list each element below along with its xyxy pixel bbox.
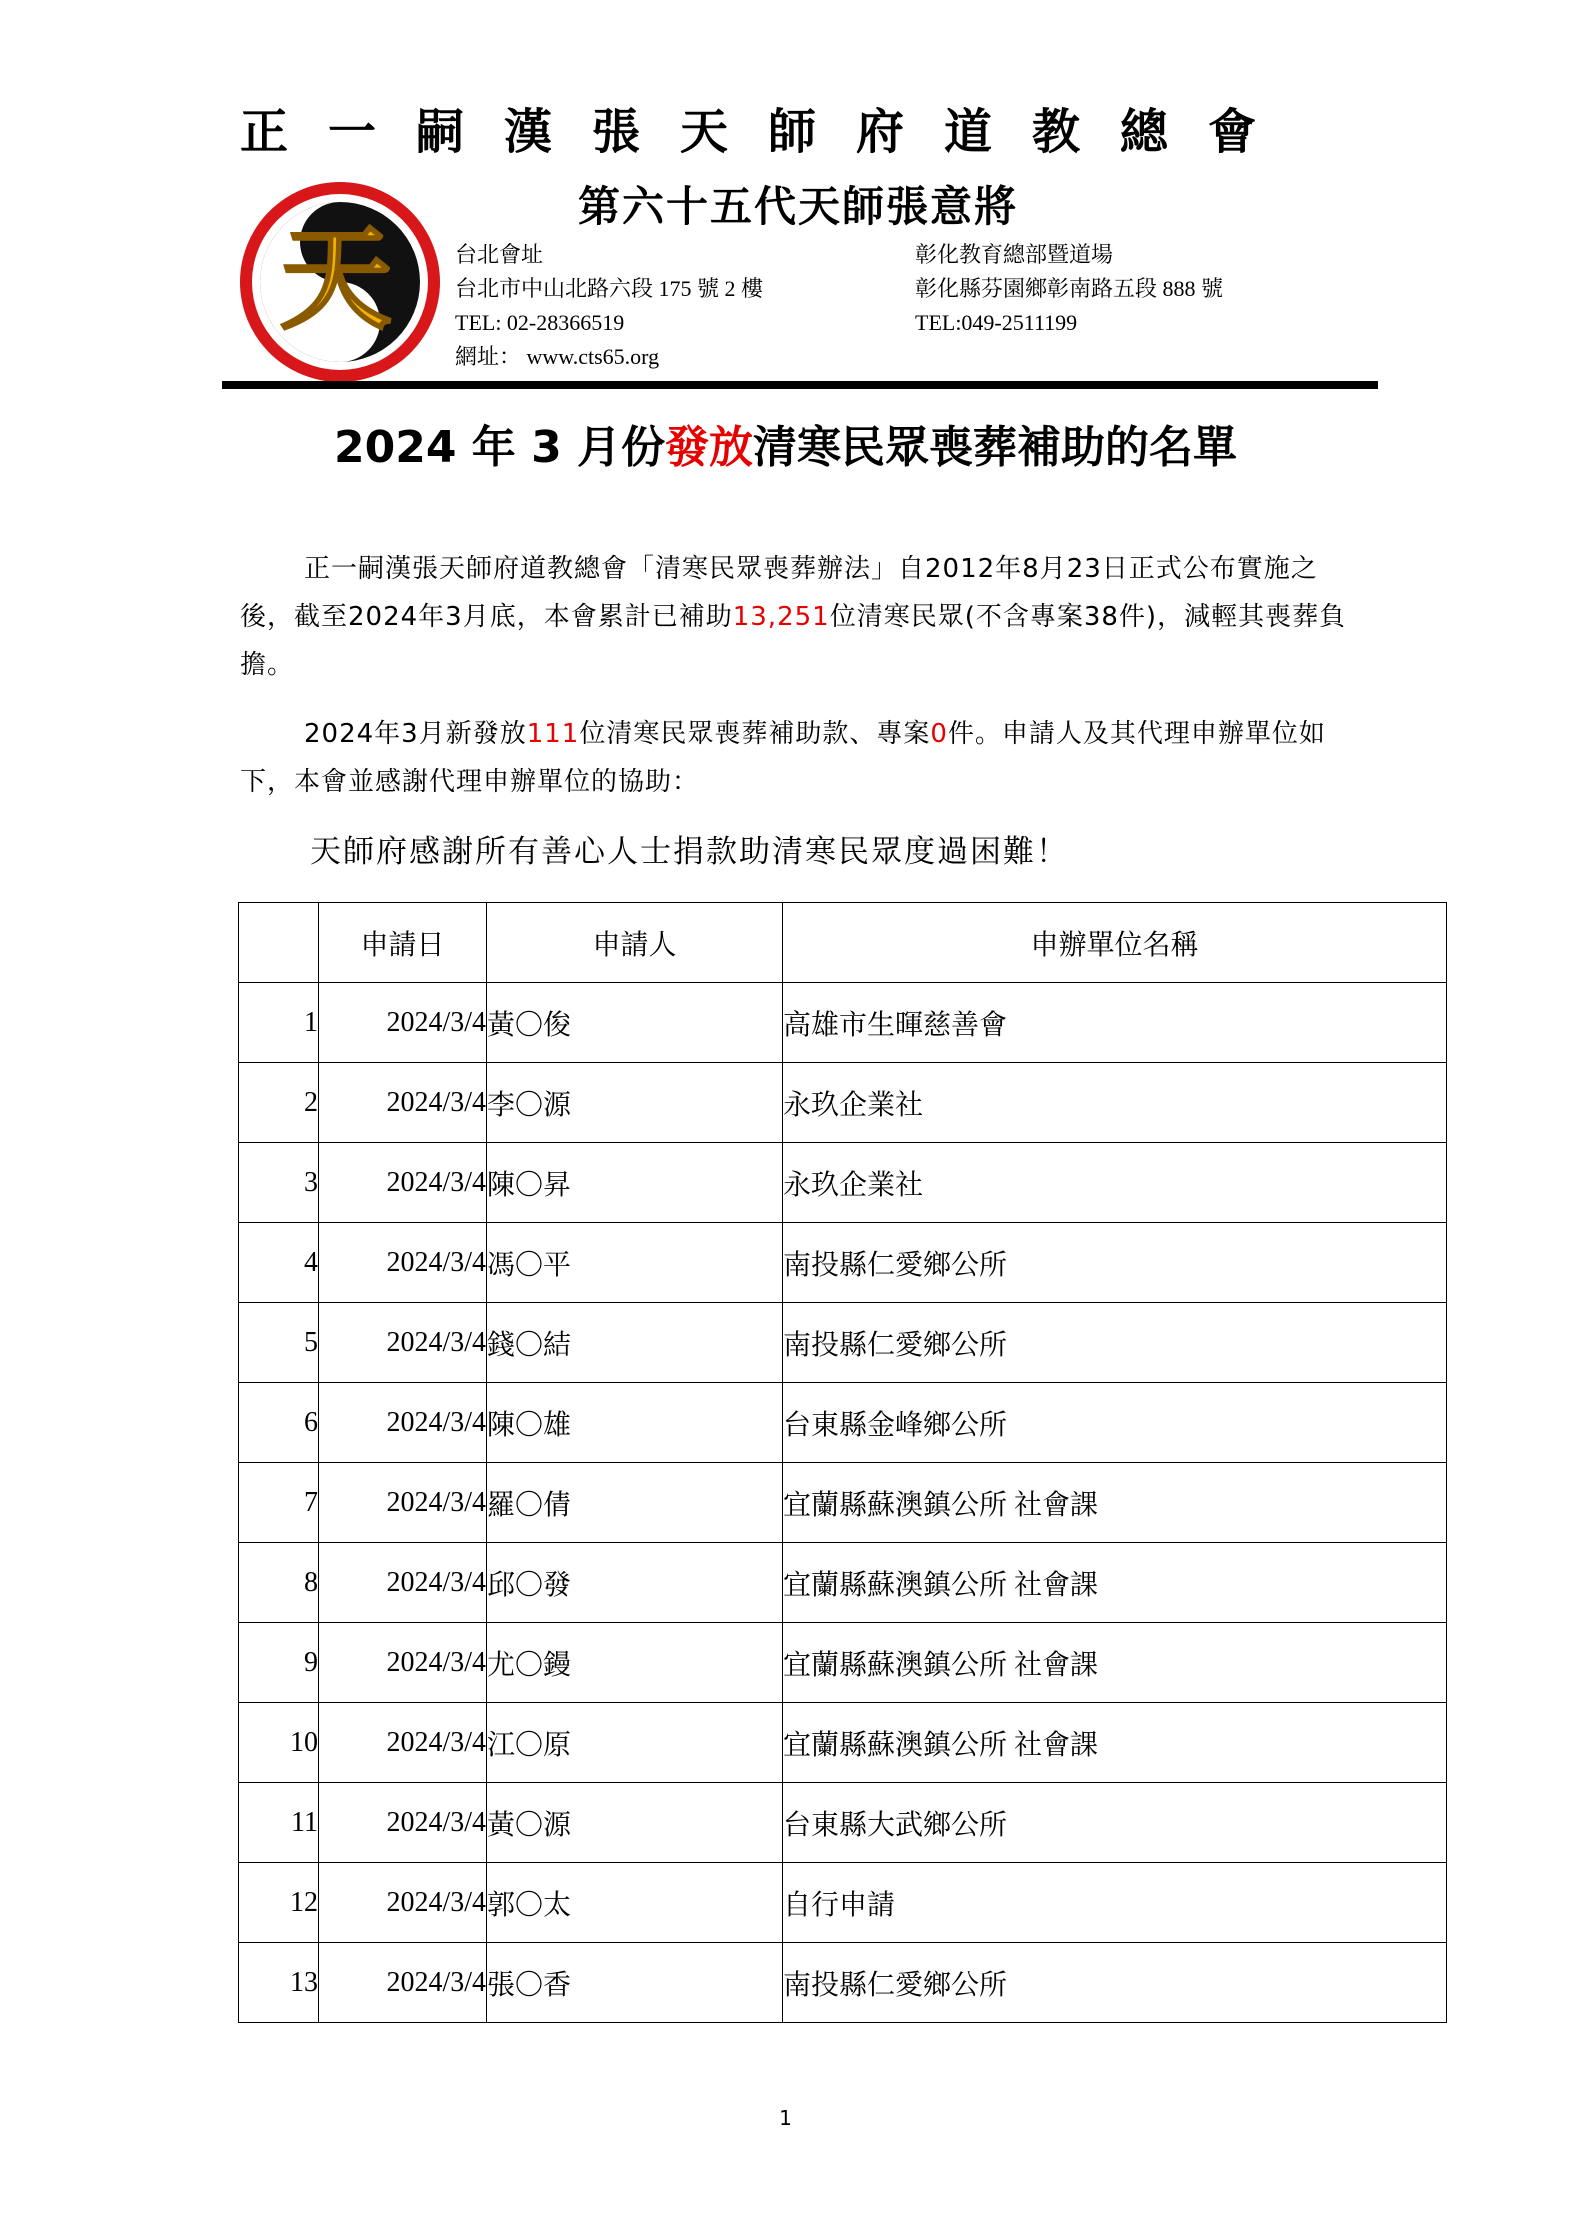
logo-character: 天 [280,214,392,345]
master-name: 第六十五代天師張意將 [578,182,1019,231]
row-unit: 台東縣金峰鄉公所 [783,1383,1447,1463]
row-applicant: 邱〇發 [487,1543,783,1623]
table-row [239,1863,1447,1943]
header-index [239,903,319,983]
table-row [239,1063,1447,1143]
row-index: 3 [239,1143,319,1223]
row-date: 2024/3/4 [319,1383,487,1463]
row-applicant: 羅〇倩 [487,1463,783,1543]
row-date: 2024/3/4 [319,1223,487,1303]
thanks-line: 天師府感謝所有善心人士捐款助清寒民眾度過困難！ [310,834,1069,870]
monthly-text-b: 位清寒民眾喪葬補助款、專案 [579,719,931,749]
row-applicant: 陳〇昇 [487,1143,783,1223]
taipei-office-label: 台北會址 [455,242,544,267]
row-unit: 高雄市生暉慈善會 [783,983,1447,1063]
row-applicant: 錢〇結 [487,1303,783,1383]
row-applicant: 郭〇太 [487,1863,783,1943]
table-row [239,1543,1447,1623]
row-date: 2024/3/4 [319,1783,487,1863]
row-unit: 永玖企業社 [783,1143,1447,1223]
row-index: 7 [239,1463,319,1543]
row-date: 2024/3/4 [319,1863,487,1943]
table-row [239,1943,1447,2023]
taipei-office-info [455,238,763,374]
row-applicant: 黃〇源 [487,1783,783,1863]
header-date: 申請日 [319,903,487,983]
row-date: 2024/3/4 [319,1623,487,1703]
row-index: 13 [239,1943,319,2023]
summary-text-b: 位清寒民眾(不含專案38件)，減輕其喪葬負擔。 [240,602,1347,680]
changhua-office-tel: TEL:049-2511199 [915,310,1078,335]
row-date: 2024/3/4 [319,1143,487,1223]
recipient-table [238,902,1447,2023]
row-unit: 宜蘭縣蘇澳鎮公所 社會課 [783,1623,1447,1703]
row-applicant: 黃〇俊 [487,983,783,1063]
special-case-count: 0 [930,719,948,749]
row-date: 2024/3/4 [319,983,487,1063]
title-highlight: 發放 [665,422,754,473]
summary-paragraph [240,545,1348,689]
row-index: 8 [239,1543,319,1623]
row-date: 2024/3/4 [319,1943,487,2023]
row-date: 2024/3/4 [319,1063,487,1143]
table-row [239,1463,1447,1543]
header-divider [222,381,1378,389]
row-index: 2 [239,1063,319,1143]
row-date: 2024/3/4 [319,1303,487,1383]
changhua-office-address: 彰化縣芬園鄉彰南路五段 888 號 [915,276,1224,301]
row-applicant: 陳〇雄 [487,1383,783,1463]
row-unit: 永玖企業社 [783,1063,1447,1143]
row-unit: 南投縣仁愛鄉公所 [783,1223,1447,1303]
changhua-office-label: 彰化教育總部暨道場 [915,242,1114,267]
monthly-count: 111 [526,719,580,749]
row-index: 12 [239,1863,319,1943]
row-applicant: 馮〇平 [487,1223,783,1303]
table-row [239,1303,1447,1383]
taipei-office-address: 台北市中山北路六段 175 號 2 樓 [455,276,764,301]
row-applicant: 江〇原 [487,1703,783,1783]
table-row [239,1143,1447,1223]
document-title [0,418,1571,478]
row-unit: 南投縣仁愛鄉公所 [783,1943,1447,2023]
row-unit: 宜蘭縣蘇澳鎮公所 社會課 [783,1703,1447,1783]
organization-title: 正一嗣漢張天師府道教總會 [240,104,1297,160]
monthly-text-c: 件。申請人及其代理申辦單位如下，本會並感謝代理申辦單位的協助： [240,719,1326,797]
table-row [239,1783,1447,1863]
summary-text-a: 正一嗣漢張天師府道教總會「清寒民眾喪葬辦法」自2012年8月23日正式公布實施之後，截至2024年3月底，本會累計已補助 [240,554,1318,632]
row-applicant: 尤〇鏝 [487,1623,783,1703]
row-unit: 自行申請 [783,1863,1447,1943]
website: 網址： www.cts65.org [455,344,660,369]
row-date: 2024/3/4 [319,1463,487,1543]
monthly-text-a: 2024年3月新發放 [304,719,527,749]
changhua-office-info [915,238,1223,340]
row-index: 4 [239,1223,319,1303]
table-header-row [239,903,1447,983]
tianshi-logo [236,178,444,386]
row-unit: 宜蘭縣蘇澳鎮公所 社會課 [783,1543,1447,1623]
row-date: 2024/3/4 [319,1703,487,1783]
monthly-paragraph [240,710,1348,806]
row-date: 2024/3/4 [319,1543,487,1623]
row-unit: 宜蘭縣蘇澳鎮公所 社會課 [783,1463,1447,1543]
row-applicant: 張〇香 [487,1943,783,2023]
taipei-office-tel: TEL: 02-28366519 [455,310,625,335]
table-row [239,1383,1447,1463]
header-unit: 申辦單位名稱 [783,903,1447,983]
title-part2: 清寒民眾喪葬補助的名單 [753,422,1238,473]
row-index: 1 [239,983,319,1063]
row-unit: 南投縣仁愛鄉公所 [783,1303,1447,1383]
header-applicant: 申請人 [487,903,783,983]
cumulative-count: 13,251 [732,602,830,632]
page-number: 1 [779,2106,792,2130]
table-row [239,983,1447,1063]
row-index: 10 [239,1703,319,1783]
row-index: 11 [239,1783,319,1863]
row-index: 6 [239,1383,319,1463]
row-index: 9 [239,1623,319,1703]
row-unit: 台東縣大武鄉公所 [783,1783,1447,1863]
row-index: 5 [239,1303,319,1383]
table-row [239,1223,1447,1303]
table-row [239,1703,1447,1783]
title-part1: 2024 年 3 月份 [333,422,666,473]
row-applicant: 李〇源 [487,1063,783,1143]
table-row [239,1623,1447,1703]
